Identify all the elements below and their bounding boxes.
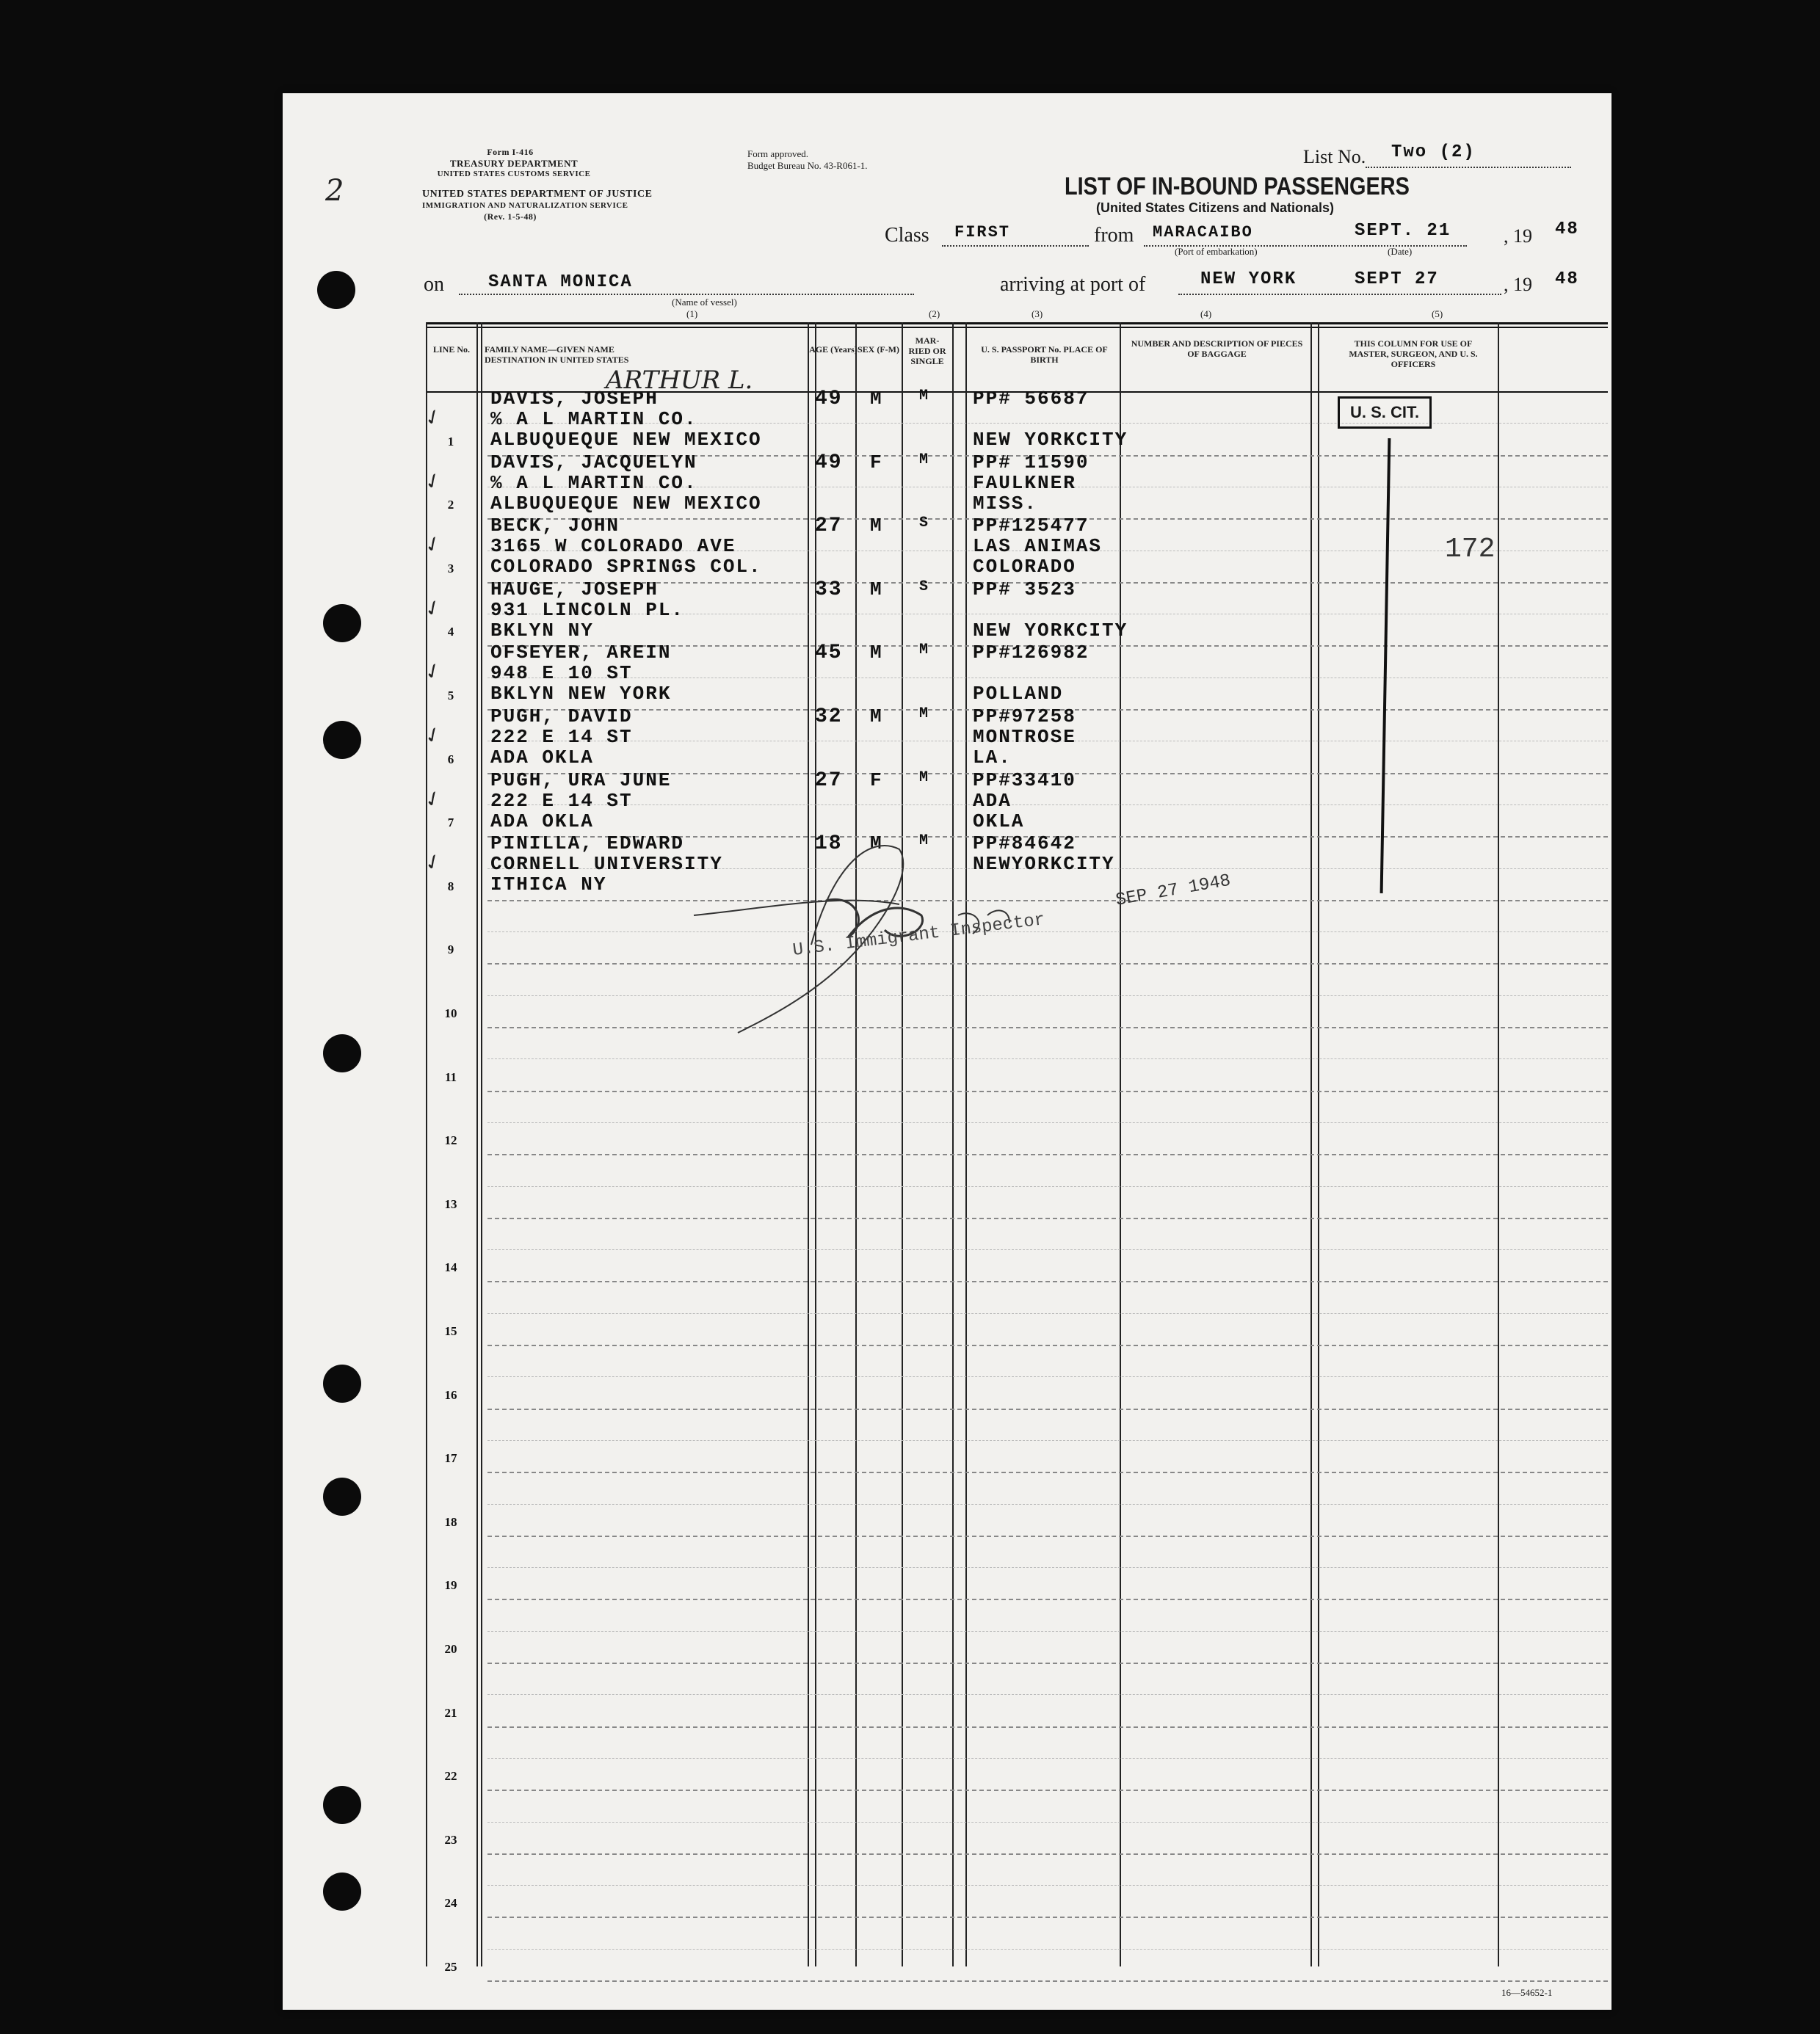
arrival-year: 48: [1555, 269, 1579, 289]
passenger-address: % A L MARTIN CO.: [490, 408, 697, 430]
row-separator: [487, 1091, 1608, 1092]
place-of-birth-line2: NEW YORKCITY: [973, 429, 1128, 451]
list-no-label: List No.: [1303, 146, 1366, 167]
from-label: from: [1094, 224, 1134, 247]
passenger-name: PINILLA, EDWARD: [490, 832, 685, 855]
passenger-name: DAVIS, JACQUELYN: [490, 451, 697, 473]
line-number: 15: [444, 1324, 457, 1338]
passport-number: PP#84642: [973, 832, 1076, 855]
passenger-sex: F: [870, 451, 883, 473]
col-header-line: LINE No.: [432, 344, 470, 355]
check-mark: ✓: [420, 847, 446, 877]
row-separator: [487, 1536, 1608, 1537]
list-no-value: Two (2): [1391, 142, 1476, 162]
line-number: 2: [447, 498, 454, 512]
row-subline: [487, 1122, 1608, 1123]
row-separator: [487, 1726, 1608, 1728]
passport-number: PP# 11590: [973, 451, 1090, 473]
col-header-officers: THIS COLUMN FOR USE OF MASTER, SURGEON, AND U. S. OFFICERS: [1349, 338, 1478, 369]
arrival-year-prefix: , 19: [1504, 274, 1532, 295]
place-of-birth-line2: LA.: [973, 747, 1012, 769]
passenger-marital-status: M: [919, 832, 930, 850]
passenger-marital-status: M: [919, 642, 930, 659]
budget-bureau: Budget Bureau No. 43-R061-1.: [747, 160, 868, 171]
line-number: 11: [444, 1069, 457, 1084]
row-subline: [487, 1631, 1608, 1632]
passenger-sex: F: [870, 769, 883, 791]
from-value: MARACAIBO: [1153, 223, 1253, 241]
page-title: LIST OF IN-BOUND PASSENGERS: [1065, 172, 1410, 200]
line-number: 6: [447, 752, 454, 766]
row-subline: [487, 1949, 1608, 1950]
passenger-sex: M: [870, 388, 883, 410]
line-number: 19: [444, 1578, 457, 1593]
form-number: Form I-416: [487, 147, 534, 157]
passenger-age: 27: [815, 515, 843, 538]
place-of-birth: ADA: [973, 789, 1012, 812]
passenger-age: 49: [815, 388, 843, 410]
row-subline: [487, 1694, 1608, 1695]
passenger-age: 49: [815, 451, 843, 474]
punch-hole: [323, 1034, 361, 1072]
line-number: 23: [444, 1832, 457, 1847]
line-number: 25: [444, 1960, 457, 1974]
inspector-label: U.S. Immigrant Inspector: [791, 909, 1046, 961]
passenger-table: [420, 322, 1608, 1974]
row-subline: [487, 1313, 1608, 1314]
arrival-port: NEW YORK: [1200, 269, 1297, 289]
row-subline: [487, 1504, 1608, 1505]
row-subline: [487, 1249, 1608, 1250]
on-label: on: [424, 273, 444, 296]
place-of-birth: MONTROSE: [973, 726, 1076, 748]
arrival-date: SEPT 27: [1355, 269, 1439, 289]
name-correction: ARTHUR L.: [606, 366, 753, 395]
passenger-destination: BKLYN NY: [490, 619, 594, 642]
col-num-4: (4): [1200, 308, 1212, 319]
line-number: 13: [444, 1196, 457, 1211]
row-separator: [487, 1345, 1608, 1346]
row-separator: [487, 1917, 1608, 1918]
passenger-address: 3165 W COLORADO AVE: [490, 535, 736, 558]
passport-number: PP#126982: [973, 642, 1090, 664]
punch-hole: [323, 1786, 361, 1824]
footer-code: 16—54652-1: [1501, 1987, 1553, 1998]
place-of-birth-line2: POLLAND: [973, 683, 1064, 705]
row-separator: [487, 1409, 1608, 1410]
class-label: Class: [885, 224, 929, 247]
vessel-caption: (Name of vessel): [672, 297, 737, 308]
place-of-birth-line2: NEW YORKCITY: [973, 619, 1128, 642]
passenger-marital-status: M: [919, 705, 930, 722]
arriving-label: arriving at port of: [1000, 273, 1146, 296]
col-num-5: (5): [1432, 308, 1443, 319]
page-subtitle: (United States Citizens and Nationals): [1096, 200, 1335, 215]
row-separator: [487, 1853, 1608, 1855]
passenger-age: 18: [815, 832, 843, 856]
check-mark: ✓: [420, 656, 446, 686]
dept-customs: UNITED STATES CUSTOMS SERVICE: [437, 170, 591, 178]
line-number: 10: [444, 1006, 457, 1020]
passenger-sex: M: [870, 578, 883, 600]
punch-hole: [323, 1478, 361, 1516]
year-prefix: , 19: [1504, 225, 1532, 247]
line-number: 16: [444, 1387, 457, 1402]
line-number: 5: [447, 689, 454, 702]
citizen-stamp: U. S. CIT.: [1338, 396, 1432, 429]
passenger-name: PUGH, DAVID: [490, 705, 633, 727]
place-of-birth: FAULKNER: [973, 471, 1076, 494]
passport-number: PP#33410: [973, 769, 1076, 791]
passenger-age: 33: [815, 578, 843, 601]
passenger-sex: M: [870, 705, 883, 727]
line-number: 12: [444, 1133, 457, 1148]
vessel-name: SANTA MONICA: [488, 272, 633, 292]
punch-hole: [323, 1873, 361, 1911]
row-subline: [487, 1186, 1608, 1187]
passenger-destination: BKLYN NEW YORK: [490, 683, 672, 705]
passenger-address: 931 LINCOLN PL.: [490, 598, 685, 621]
row-subline: [487, 1567, 1608, 1568]
row-separator: [487, 1154, 1608, 1155]
passenger-marital-status: S: [919, 515, 930, 532]
col-num-2: (2): [929, 308, 940, 319]
check-mark: ✓: [420, 720, 446, 750]
passenger-destination: ADA OKLA: [490, 810, 594, 832]
passenger-name: BECK, JOHN: [490, 515, 620, 537]
col-header-passport: U. S. PASSPORT No. PLACE OF BIRTH: [981, 344, 1108, 365]
row-separator: [487, 1663, 1608, 1664]
port-caption: (Port of embarkation): [1175, 246, 1258, 257]
passport-number: PP# 56687: [973, 388, 1090, 410]
row-subline: [487, 1058, 1608, 1059]
class-value: FIRST: [954, 223, 1011, 241]
col-header-married: MAR-RIED OR SINGLE: [908, 335, 946, 366]
passenger-destination: COLORADO SPRINGS COL.: [490, 556, 762, 578]
depart-date: SEPT. 21: [1355, 221, 1451, 241]
punch-hole: [323, 604, 361, 642]
line-number: 8: [447, 879, 454, 893]
place-of-birth-line2: MISS.: [973, 492, 1038, 515]
row-separator: [487, 1980, 1608, 1982]
dept-treasury: TREASURY DEPARTMENT: [449, 158, 579, 169]
col-header-sex: SEX (F-M): [858, 344, 899, 355]
passenger-name: OFSEYER, AREIN: [490, 642, 672, 664]
passenger-sex: M: [870, 515, 883, 537]
line-number: 7: [447, 816, 454, 830]
row-separator: [487, 1218, 1608, 1219]
row-subline: [487, 1376, 1608, 1377]
punch-hole: [317, 271, 355, 309]
row-separator: [487, 1281, 1608, 1282]
passenger-name: HAUGE, JOSEPH: [490, 578, 659, 600]
line-number: 21: [444, 1705, 457, 1720]
place-of-birth-line2: COLORADO: [973, 556, 1076, 578]
place-of-birth: LAS ANIMAS: [973, 535, 1103, 558]
row-subline: [487, 1822, 1608, 1823]
row-subline: [487, 1885, 1608, 1886]
passenger-marital-status: M: [919, 388, 930, 404]
line-number: 1: [447, 434, 454, 448]
col-num-3: (3): [1032, 308, 1043, 319]
dept-immigration: IMMIGRATION AND NATURALIZATION SERVICE: [422, 201, 628, 210]
passport-number: PP#97258: [973, 705, 1076, 727]
depart-year: 48: [1555, 219, 1579, 239]
line-number: 22: [444, 1769, 457, 1784]
passenger-marital-status: M: [919, 769, 930, 786]
line-number: 3: [447, 561, 454, 575]
officer-number: 172: [1445, 534, 1495, 565]
check-mark: ✓: [420, 466, 446, 496]
line-number: 4: [447, 625, 454, 639]
col-header-age: AGE (Years): [809, 344, 858, 355]
row-subline: [487, 1758, 1608, 1759]
passenger-name: DAVIS, JOSEPH: [490, 388, 659, 410]
passenger-address: 222 E 14 ST: [490, 789, 633, 812]
line-number: 20: [444, 1642, 457, 1656]
line-number: 9: [447, 942, 454, 957]
row-separator: [487, 1472, 1608, 1473]
row-separator: [487, 1790, 1608, 1791]
passenger-destination: ALBUQUEQUE NEW MEXICO: [490, 492, 762, 515]
manifest-page: [283, 93, 1611, 2010]
dept-justice: UNITED STATES DEPARTMENT OF JUSTICE: [422, 189, 653, 200]
passenger-destination: ALBUQUEQUE NEW MEXICO: [490, 429, 762, 451]
line-number: 17: [444, 1451, 457, 1466]
passport-number: PP# 3523: [973, 578, 1076, 600]
line-number: 18: [444, 1514, 457, 1529]
passenger-destination: ADA OKLA: [490, 747, 594, 769]
passport-number: PP#125477: [973, 515, 1090, 537]
date-stamp: SEP 27 1948: [1114, 871, 1233, 911]
passenger-marital-status: M: [919, 451, 930, 468]
margin-mark: 2: [325, 174, 344, 208]
passenger-age: 32: [815, 705, 843, 728]
passenger-age: 45: [815, 642, 843, 665]
row-subline: [487, 1440, 1608, 1441]
passenger-destination: ITHICA NY: [490, 873, 607, 896]
place-of-birth-line2: OKLA: [973, 810, 1025, 832]
passenger-address: CORNELL UNIVERSITY: [490, 853, 723, 876]
passenger-age: 27: [815, 769, 843, 792]
passenger-sex: M: [870, 642, 883, 664]
col-header-baggage: NUMBER AND DESCRIPTION OF PIECES OF BAGGAGE: [1131, 338, 1303, 359]
check-mark: ✓: [420, 593, 446, 623]
form-approved: Form approved.: [747, 148, 809, 159]
col-num-1: (1): [686, 308, 698, 319]
punch-hole: [323, 721, 361, 759]
check-mark: ✓: [420, 402, 446, 432]
passenger-name: PUGH, URA JUNE: [490, 769, 672, 791]
passenger-address: 222 E 14 ST: [490, 726, 633, 748]
check-mark: ✓: [420, 529, 446, 559]
place-of-birth: NEWYORKCITY: [973, 853, 1115, 876]
revision: (Rev. 1-5-48): [484, 211, 537, 222]
check-mark: ✓: [420, 784, 446, 814]
passenger-address: 948 E 10 ST: [490, 662, 633, 685]
line-number: 14: [444, 1260, 457, 1275]
passenger-sex: M: [870, 832, 883, 855]
line-number: 24: [444, 1896, 457, 1911]
row-separator: [487, 1599, 1608, 1600]
date-caption: (Date): [1388, 246, 1413, 257]
passenger-address: % A L MARTIN CO.: [490, 471, 697, 494]
punch-hole: [323, 1365, 361, 1403]
col-header-name: FAMILY NAME—GIVEN NAME DESTINATION IN UNITED STATES: [485, 344, 629, 365]
passenger-marital-status: S: [919, 578, 930, 595]
